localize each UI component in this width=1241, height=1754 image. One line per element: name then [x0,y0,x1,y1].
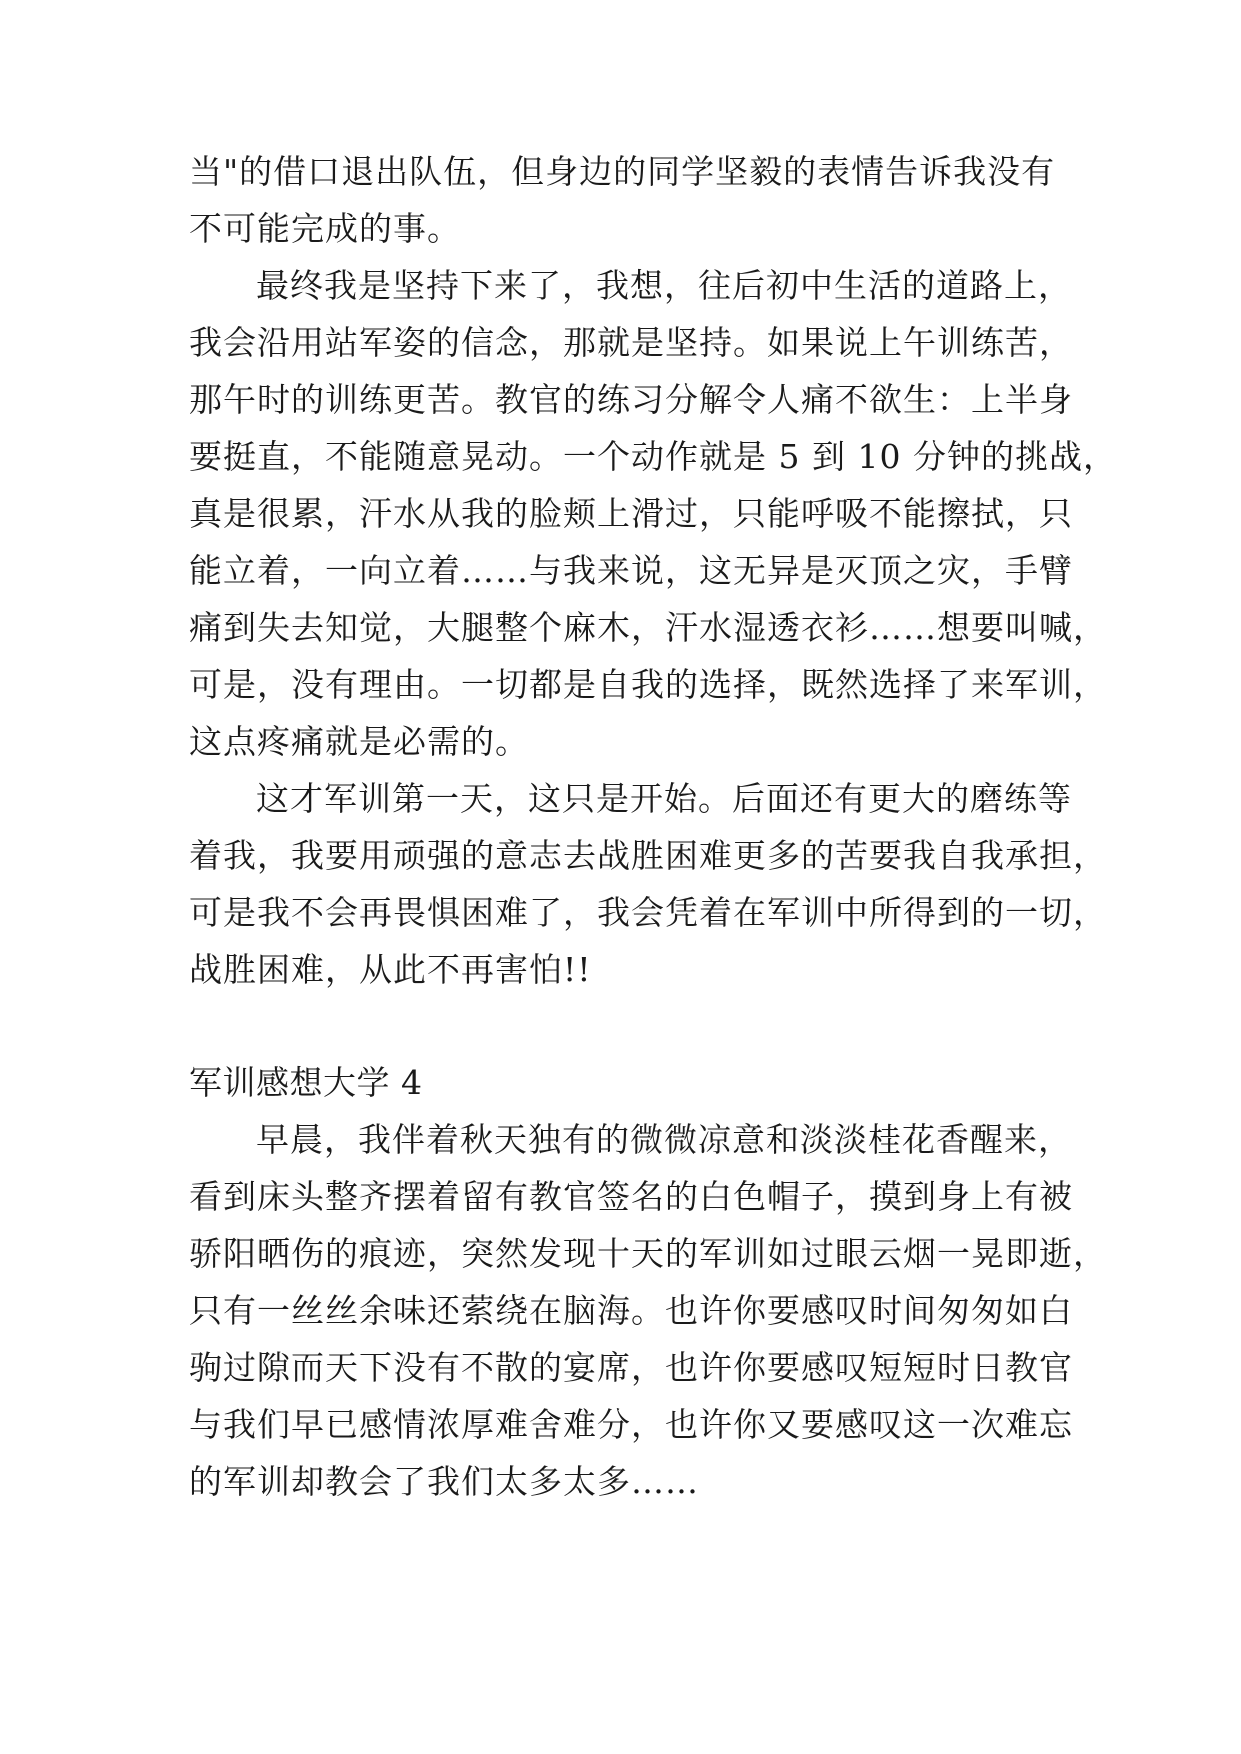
document-body [189,143,1117,1510]
paragraph-line: 真是很累，汗水从我的脸颊上滑过，只能呼吸不能擦拭，只 [189,494,1073,533]
paragraph-line: 可是，没有理由。一切都是自我的选择，既然选择了来军训， [189,665,1107,704]
paragraph-line: 的军训却教会了我们太多太多…… [189,1462,699,1501]
paragraph-line: 与我们早已感情浓厚难舍难分，也许你又要感叹这一次难忘 [189,1405,1073,1444]
paragraph-line: 最终我是坚持下来了，我想，往后初中生活的道路上， [256,266,1072,305]
paragraph-line: 着我，我要用顽强的意志去战胜困难更多的苦要我自我承担， [189,836,1107,875]
paragraph-line: 能立着，一向立着……与我来说，这无异是灭顶之灾，手臂 [189,551,1073,590]
paragraph-line: 可是我不会再畏惧困难了，我会凭着在军训中所得到的一切， [189,893,1107,932]
paragraph-line: 我会沿用站军姿的信念，那就是坚持。如果说上午训练苦， [189,323,1073,362]
paragraph-line: 要挺直，不能随意晃动。一个动作就是 5 到 10 分钟的挑战， [189,437,1117,476]
paragraph-line: 这点疼痛就是必需的。 [189,722,529,761]
paragraph-4 [189,1111,1107,1510]
paragraph-line: 这才军训第一天，这只是开始。后面还有更大的磨练等 [256,779,1072,818]
paragraph-line: 那午时的训练更苦。教官的练习分解令人痛不欲生：上半身 [189,380,1073,419]
paragraph-line: 驹过隙而天下没有不散的宴席，也许你要感叹短短时日教官 [189,1348,1073,1387]
paragraph-1 [189,143,1069,257]
paragraph-2 [189,257,1117,770]
section-heading: 军训感想大学 4 [189,1063,423,1102]
paragraph-line: 骄阳晒伤的痕迹，突然发现十天的军训如过眼云烟一晃即逝， [189,1234,1107,1273]
paragraph-line: 当"的借口退出队伍，但身边的同学坚毅的表情告诉我没有 [189,152,1056,191]
section-gap [189,998,1069,1054]
paragraph-line: 早晨，我伴着秋天独有的微微凉意和淡淡桂花香醒来， [256,1120,1072,1159]
paragraph-line: 痛到失去知觉，大腿整个麻木，汗水湿透衣衫……想要叫喊， [189,608,1107,647]
paragraph-line: 不可能完成的事。 [189,209,461,248]
paragraph-3 [189,770,1107,998]
paragraph-line: 看到床头整齐摆着留有教官签名的白色帽子，摸到身上有被 [189,1177,1073,1216]
paragraph-line: 只有一丝丝余味还萦绕在脑海。也许你要感叹时间匆匆如白 [189,1291,1073,1330]
paragraph-line: 战胜困难，从此不再害怕!! [189,950,592,989]
